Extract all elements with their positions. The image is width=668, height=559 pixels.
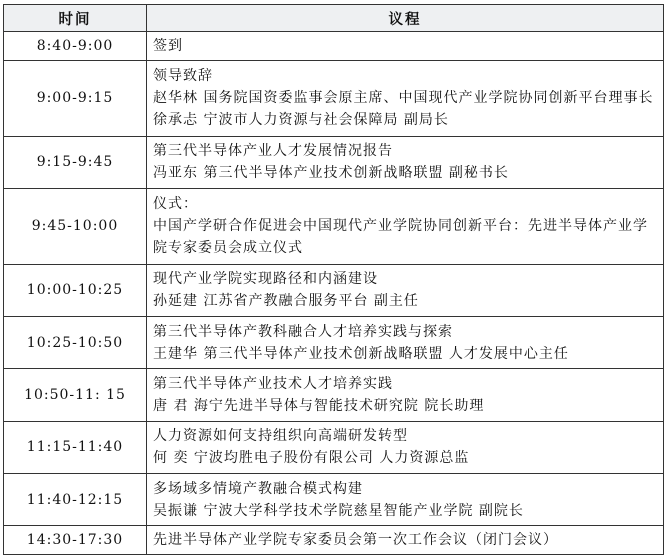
agenda-row <box>4 473 664 525</box>
agenda-cell <box>147 369 664 421</box>
agenda-cell <box>147 60 664 136</box>
agenda-row <box>4 421 664 473</box>
time-cell: 9:00-9:15 <box>4 60 147 136</box>
agenda-line: 多场域多情境产教融合模式构建 <box>153 480 363 497</box>
time-cell: 11:40-12:15 <box>4 473 147 525</box>
agenda-line: 第三代半导体产业人才发展情况报告 <box>153 143 393 160</box>
time-cell: 8:40-9:00 <box>4 32 147 61</box>
agenda-line: 领导致辞 <box>153 68 213 85</box>
time-cell: 10:50-11: 15 <box>4 369 147 421</box>
agenda-line: 唐 君 海宁先进半导体与智能技术研究院 院长助理 <box>153 397 485 414</box>
agenda-line: 吴振谦 宁波大学科学技术学院慈星智能产业学院 副院长 <box>153 502 524 519</box>
agenda-cell <box>147 188 664 264</box>
time-column-header: 时间 <box>4 5 147 32</box>
agenda-line: 仪式： <box>153 196 198 213</box>
agenda-row <box>4 264 664 316</box>
agenda-line: 赵华林 国务院国资委监事会原主席、中国现代产业学院协同创新平台理事长 <box>153 90 654 107</box>
agenda-row <box>4 32 664 61</box>
time-cell: 9:45-10:00 <box>4 188 147 264</box>
agenda-line: 冯亚东 第三代半导体产业技术创新战略联盟 副秘书长 <box>153 165 509 182</box>
agenda-row <box>4 526 664 555</box>
agenda-line: 孙延建 江苏省产教融合服务平台 副主任 <box>153 293 419 310</box>
agenda-row <box>4 316 664 368</box>
agenda-row <box>4 369 664 421</box>
agenda-cell <box>147 421 664 473</box>
agenda-cell <box>147 316 664 368</box>
time-cell: 10:25-10:50 <box>4 316 147 368</box>
agenda-line: 徐承忐 宁波市人力资源与社会保障局 副局长 <box>153 112 449 129</box>
agenda-row <box>4 188 664 264</box>
agenda-line: 何 奕 宁波均胜电子股份有限公司 人力资源总监 <box>153 450 470 467</box>
agenda-line: 第三代半导体产教科融合人才培养实践与探索 <box>153 323 453 340</box>
header-row <box>4 5 664 32</box>
agenda-table <box>3 4 664 555</box>
agenda-cell <box>147 526 664 555</box>
agenda-cell <box>147 136 664 188</box>
agenda-cell <box>147 264 664 316</box>
agenda-line: 现代产业学院实现路径和内涵建设 <box>153 271 378 288</box>
time-cell: 14:30-17:30 <box>4 526 147 555</box>
agenda-body <box>4 32 664 555</box>
time-cell: 11:15-11:40 <box>4 421 147 473</box>
agenda-line: 签到 <box>153 37 183 54</box>
agenda-line: 第三代半导体产业技术人才培养实践 <box>153 375 393 392</box>
agenda-row <box>4 136 664 188</box>
agenda-line: 中国产学研合作促进会中国现代产业学院协同创新平台：先进半导体产业学院专家委员会成立仪式 <box>153 218 648 257</box>
agenda-column-header: 议程 <box>147 5 664 32</box>
agenda-line: 先进半导体产业学院专家委员会第一次工作会议（闭门会议） <box>153 532 558 549</box>
agenda-line: 王建华 第三代半导体产业技术创新战略联盟 人才发展中心主任 <box>153 345 569 362</box>
agenda-line: 人力资源如何支持组织向高端研发转型 <box>153 428 408 445</box>
agenda-cell <box>147 32 664 61</box>
agenda-row <box>4 60 664 136</box>
agenda-cell <box>147 473 664 525</box>
time-cell: 9:15-9:45 <box>4 136 147 188</box>
time-cell: 10:00-10:25 <box>4 264 147 316</box>
